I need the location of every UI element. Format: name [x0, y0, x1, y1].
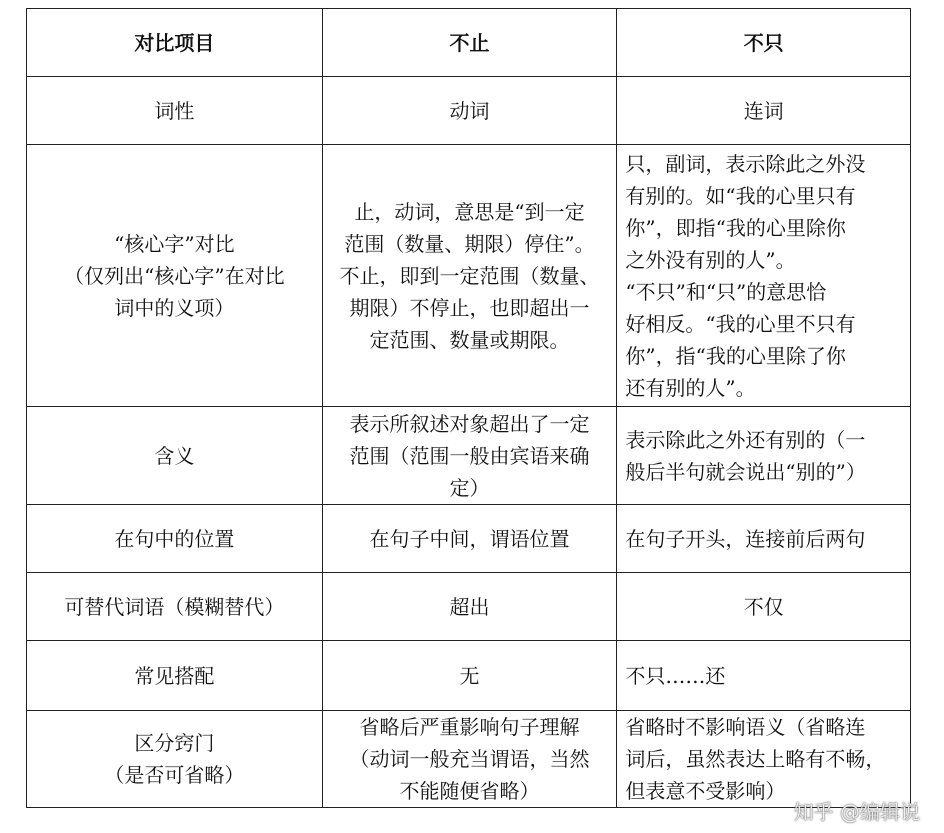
table-row	[27, 145, 911, 407]
row-buzhi: 省略后严重影响句子理解 （动词一般充当谓语，当然 不能随便省略）	[322, 711, 617, 808]
row-buzhi2: 省略时不影响语义（省略连 词后，虽然表达上略有不畅， 但表意不受影响）	[617, 711, 911, 808]
watermark: 知乎 @编辑说	[793, 800, 920, 824]
row-buzhi2: 在句子开头，连接前后两句	[617, 505, 911, 573]
row-buzhi: 表示所叙述对象超出了一定 范围（范围一般由宾语来确 定）	[322, 407, 617, 505]
row-buzhi: 超出	[322, 573, 617, 641]
row-buzhi2: 不仅	[617, 573, 911, 641]
row-buzhi: 在句子中间，谓语位置	[322, 505, 617, 573]
row-item: 含义	[27, 407, 323, 505]
row-item: 常见搭配	[27, 641, 323, 711]
row-buzhi2: 表示除此之外还有别的（一 般后半句就会说出“别的”）	[617, 407, 911, 505]
row-buzhi2: 只，副词，表示除此之外没 有别的。如“我的心里只有 你”，即指“我的心里除你 之外没有别的人”。 “不只”和“只”的意思恰 好相反。“我的心里不只有 你”，指“我的心里除了你 还有别的人”。	[617, 145, 911, 407]
table-row	[27, 711, 911, 808]
header-buzhi2: 不只	[617, 9, 911, 77]
row-item: 在句中的位置	[27, 505, 323, 573]
table-row	[27, 77, 911, 145]
header-row	[27, 9, 911, 77]
table-row	[27, 641, 911, 711]
table-row	[27, 407, 911, 505]
row-item: 区分窍门 （是否可省略）	[27, 711, 323, 808]
comparison-table	[26, 8, 911, 808]
row-item: “核心字”对比 （仅列出“核心字”在对比 词中的义项）	[27, 145, 323, 407]
header-buzhi: 不止	[322, 9, 617, 77]
row-buzhi2: 连词	[617, 77, 911, 145]
row-buzhi: 止，动词，意思是“到一定 范围（数量、期限）停住”。 不止，即到一定范围（数量、 期限）不停止，也即超出一 定范围、数量或期限。	[322, 145, 617, 407]
row-buzhi2: 不只……还	[617, 641, 911, 711]
row-buzhi: 无	[322, 641, 617, 711]
header-item: 对比项目	[27, 9, 323, 77]
table-row	[27, 505, 911, 573]
row-buzhi: 动词	[322, 77, 617, 145]
row-item: 可替代词语（模糊替代）	[27, 573, 323, 641]
table-row	[27, 573, 911, 641]
row-item: 词性	[27, 77, 323, 145]
